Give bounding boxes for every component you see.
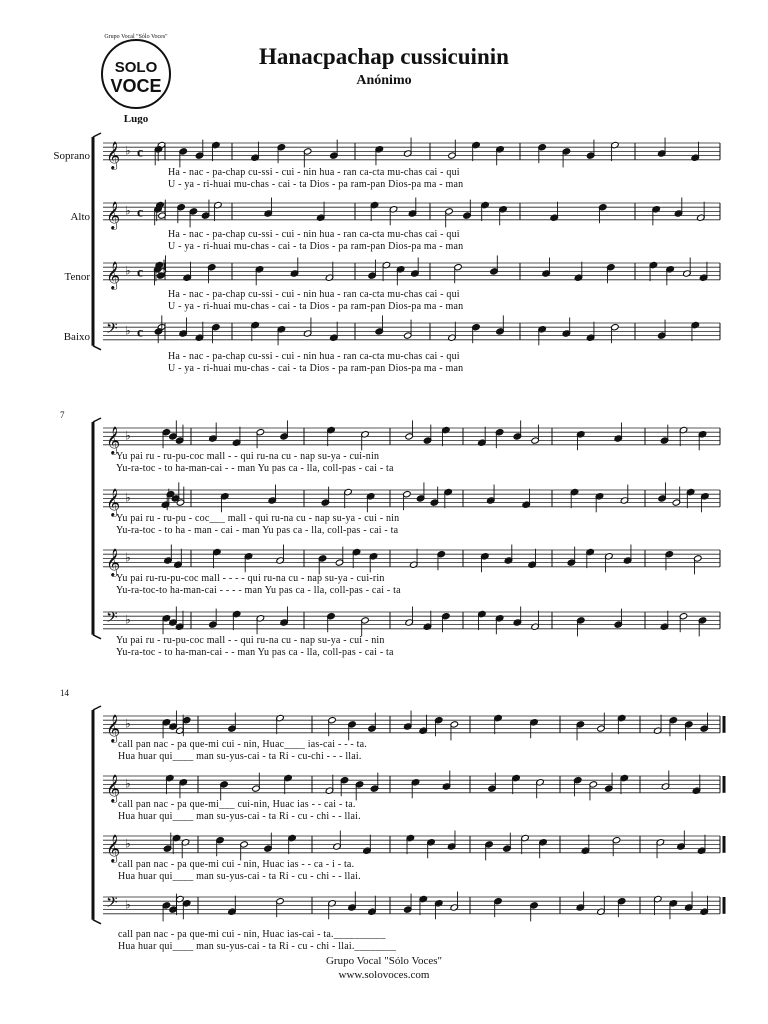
- lyric-line: call pan nac - pa que-mi cui - nin, Huac ias-cai - ta.__________: [118, 929, 386, 940]
- lyric-line: Yu pai ru - ru-pu - coc___ mall - qui ru-na cu - nap su-ya - cui - nin: [116, 513, 400, 524]
- logo-word-solo: SOLO: [114, 59, 158, 76]
- bass-clef-icon: 𝄢: [106, 319, 118, 340]
- lyric-line: U - ya - ri-huai mu-chas - cai - ta Dios - pa ram-pan Dios-pa ma - man: [168, 241, 464, 252]
- composer: Anónimo: [356, 73, 412, 88]
- treble-clef-icon: 𝄞: [106, 427, 121, 454]
- flat-icon: ♭: [125, 550, 131, 565]
- bracket-hook: [93, 706, 101, 710]
- flat-icon: ♭: [125, 143, 131, 158]
- flat-icon: ♭: [125, 836, 131, 851]
- piece-title: Hanacpachap cussicuinin: [259, 44, 509, 69]
- lyric-line: Hua huar qui____ man su-yus-cai - ta Ri - cu - chi - - llai.: [118, 811, 361, 822]
- bracket-hook: [93, 418, 101, 422]
- treble-clef-icon: 𝄞: [106, 775, 121, 802]
- bracket-hook: [93, 133, 101, 137]
- lyric-line: Hua huar qui____ man su-yus-cai - ta Ri - cu - chi - - llai.: [118, 871, 361, 882]
- lyric-line: Hua huar qui____ man su-yus-cai - ta Ri - cu - chi - llai.________: [118, 941, 397, 952]
- part-label-alto: Alto: [70, 211, 90, 223]
- footer-group-name: Grupo Vocal "Sólo Voces": [325, 955, 443, 967]
- lyric-line: Yu-ra-toc - to ha-man-cai - - man Yu pas ca - lla, coll-pas - cai - ta: [116, 463, 394, 474]
- treble-clef-icon: 𝄞: [106, 202, 121, 229]
- treble-clef-icon: 𝄞: [106, 262, 121, 289]
- flat-icon: ♭: [125, 897, 131, 912]
- lyric-line: call pan nac - pa que-mi___ cui-nin, Huac ias - - cai - ta.: [118, 799, 356, 810]
- logo-group-name: Grupo Vocal "Sólo Voces": [104, 34, 168, 40]
- treble-clef-icon: 𝄞: [106, 715, 121, 742]
- bracket-hook: [93, 920, 101, 924]
- logo-word-voce: VOCE: [110, 76, 162, 96]
- lyric-line: U - ya - ri-huai mu-chas - cai - ta Dios - pa ram-pan Dios-pa ma - man: [168, 301, 464, 312]
- treble-clef-icon: 𝄞: [106, 549, 121, 576]
- lyric-line: U - ya - ri-huai mu-chas - cai - ta Dios - pa ram-pan Dios-pa ma - man: [168, 179, 464, 190]
- lyric-line: Yu-ra-toc-to ha-man-cai - - - - man Yu pas ca - lla, coll-pas - cai - ta: [116, 585, 401, 596]
- part-label-baixo: Baixo: [63, 331, 90, 343]
- lyric-line: Ha - nac - pa-chap cu-ssi - cui - nin hua - ran ca-cta mu-chas cai - qui: [168, 351, 460, 362]
- lyric-line: U - ya - ri-huai mu-chas - cai - ta Dios - pa ram-pan Dios-pa ma - man: [168, 363, 464, 374]
- bracket-hook: [93, 635, 101, 639]
- flat-icon: ♭: [125, 490, 131, 505]
- lyric-line: Hua huar qui____ man su-yus-cai - ta Ri - cu-chi - - - llai.: [118, 751, 362, 762]
- flat-icon: ♭: [125, 323, 131, 338]
- lyric-line: Ha - nac - pa-chap cu-ssi - cui - nin hua - ran ca-cta mu-chas cai - qui: [168, 289, 460, 300]
- measure-number: 14: [60, 688, 69, 698]
- time-signature: c: [137, 145, 144, 161]
- lyric-line: call pan nac - pa que-mi cui - nin, Huac____ ias-cai - - - ta.: [118, 739, 367, 750]
- treble-clef-icon: 𝄞: [106, 142, 121, 169]
- part-label-tenor: Tenor: [64, 271, 90, 283]
- bracket-hook: [93, 346, 101, 350]
- lyric-line: Yu pai ru-ru-pu-coc mall - - - - qui ru-na cu - nap su-ya - cui-rin: [116, 573, 385, 584]
- treble-clef-icon: 𝄞: [106, 835, 121, 862]
- flat-icon: ♭: [125, 263, 131, 278]
- flat-icon: ♭: [125, 776, 131, 791]
- footer-website: www.solovoces.com: [338, 969, 430, 981]
- lyric-line: Yu pai ru - ru-pu-coc mall - - qui ru-na cu - nap su-ya - cui - nin: [116, 635, 385, 646]
- lyric-line: Yu pai ru - ru-pu-coc mall - - qui ru-na cu - nap su-ya - cui-nin: [116, 451, 380, 462]
- logo-city: Lugo: [123, 113, 149, 124]
- lyric-line: Ha - nac - pa-chap cu-ssi - cui - nin hua - ran ca-cta mu-chas cai - qui: [168, 167, 460, 178]
- time-signature: c: [137, 325, 144, 341]
- lyric-line: Yu-ra-toc - to ha-man-cai - - man Yu pas ca - lla, coll-pas - cai - ta: [116, 647, 394, 658]
- flat-icon: ♭: [125, 716, 131, 731]
- part-label-soprano: Soprano: [53, 150, 90, 162]
- lyric-line: Ha - nac - pa-chap cu-ssi - cui - nin hua - ran ca-cta mu-chas cai - qui: [168, 229, 460, 240]
- flat-icon: ♭: [125, 428, 131, 443]
- lyric-line: call pan nac - pa que-mi cui - nin, Huac ias - - ca - i - ta.: [118, 859, 355, 870]
- treble-clef-icon: 𝄞: [106, 489, 121, 516]
- flat-icon: ♭: [125, 203, 131, 218]
- lyric-line: Yu-ra-toc - to ha - man - cai - man Yu pas ca - lla, coll-pas - cai - ta: [116, 525, 399, 536]
- time-signature: c: [137, 205, 144, 221]
- bass-clef-icon: 𝄢: [106, 893, 118, 914]
- measure-number: 7: [60, 410, 65, 420]
- time-signature: c: [137, 265, 144, 281]
- flat-icon: ♭: [125, 612, 131, 627]
- bass-clef-icon: 𝄢: [106, 608, 118, 629]
